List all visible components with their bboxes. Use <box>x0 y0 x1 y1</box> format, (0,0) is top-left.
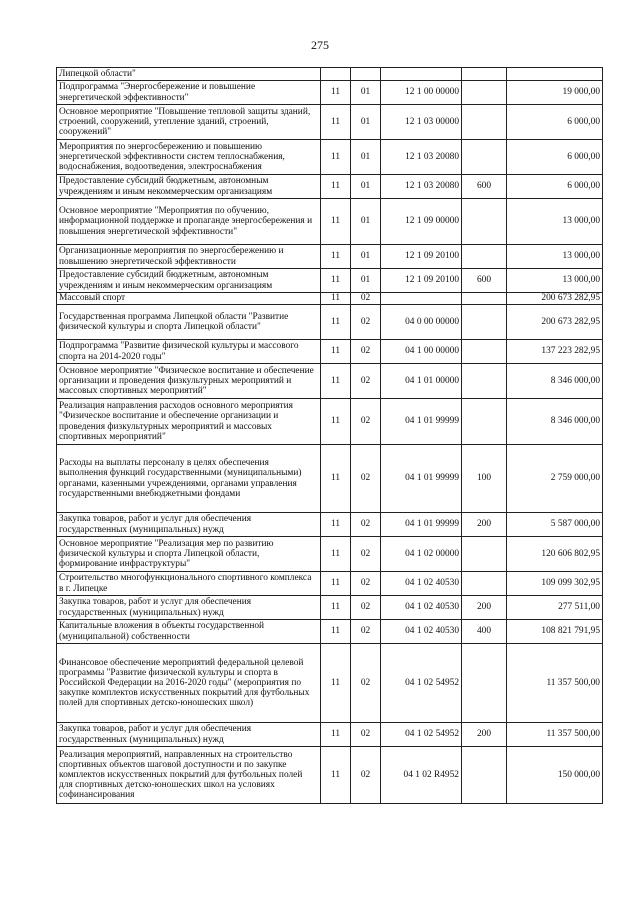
cell-section: 11 <box>321 445 351 513</box>
table-row <box>57 68 603 81</box>
cell-section: 11 <box>321 245 351 269</box>
cell-subsection: 01 <box>351 81 381 105</box>
cell-subsection: 02 <box>351 399 381 445</box>
table-row <box>57 644 603 723</box>
cell-amount: 13 000,00 <box>507 199 603 245</box>
cell-section: 11 <box>321 620 351 644</box>
cell-type <box>462 572 507 596</box>
table-row <box>57 399 603 445</box>
cell-type <box>462 644 507 723</box>
cell-subsection: 02 <box>351 364 381 399</box>
cell-amount: 19 000,00 <box>507 81 603 105</box>
table-row <box>57 572 603 596</box>
cell-section: 11 <box>321 723 351 747</box>
table-row <box>57 723 603 747</box>
cell-target: 04 1 01 00000 <box>381 364 462 399</box>
table-row <box>57 245 603 269</box>
cell-name: Подпрограмма "Энергосбережение и повышение энергетической эффективности" <box>57 81 321 105</box>
cell-section: 11 <box>321 644 351 723</box>
cell-type <box>462 340 507 364</box>
cell-type <box>462 105 507 140</box>
cell-target <box>381 293 462 305</box>
table-row <box>57 364 603 399</box>
cell-section: 11 <box>321 596 351 620</box>
cell-subsection: 01 <box>351 269 381 293</box>
cell-amount: 109 099 302,95 <box>507 572 603 596</box>
cell-type <box>462 199 507 245</box>
cell-type: 600 <box>462 269 507 293</box>
cell-type: 200 <box>462 596 507 620</box>
table-row <box>57 537 603 572</box>
cell-target: 12 1 00 00000 <box>381 81 462 105</box>
table-row <box>57 199 603 245</box>
cell-subsection: 02 <box>351 620 381 644</box>
cell-amount: 5 587 000,00 <box>507 513 603 537</box>
cell-subsection: 02 <box>351 537 381 572</box>
cell-subsection <box>351 68 381 81</box>
cell-subsection: 02 <box>351 644 381 723</box>
cell-name: Организационные мероприятия по энергосбережению и повышению энергетической эффективности <box>57 245 321 269</box>
cell-target: 04 1 02 40530 <box>381 620 462 644</box>
cell-target: 04 1 00 00000 <box>381 340 462 364</box>
table-row <box>57 293 603 305</box>
cell-target: 04 1 02 R4952 <box>381 747 462 804</box>
cell-name: Массовый спорт <box>57 293 321 305</box>
cell-target: 04 1 01 99999 <box>381 399 462 445</box>
cell-type <box>462 537 507 572</box>
cell-type: 200 <box>462 723 507 747</box>
cell-section <box>321 68 351 81</box>
cell-target <box>381 68 462 81</box>
cell-subsection: 02 <box>351 513 381 537</box>
cell-subsection: 01 <box>351 245 381 269</box>
cell-subsection: 02 <box>351 293 381 305</box>
cell-section: 11 <box>321 293 351 305</box>
cell-name: Основное мероприятие "Физическое воспитание и обеспечение организации и проведения физкультурных мероприятий и массовых спортивных мероприятий" <box>57 364 321 399</box>
table-row <box>57 140 603 175</box>
cell-amount: 277 511,00 <box>507 596 603 620</box>
cell-type <box>462 747 507 804</box>
cell-section: 11 <box>321 81 351 105</box>
cell-name: Капитальные вложения в объекты государственной (муниципальной) собственности <box>57 620 321 644</box>
cell-section: 11 <box>321 269 351 293</box>
cell-name: Основное мероприятие "Повышение тепловой защиты зданий, строений, сооружений, утепление зданий, строений, сооружений" <box>57 105 321 140</box>
cell-amount: 120 606 802,95 <box>507 537 603 572</box>
cell-type <box>462 305 507 340</box>
cell-amount: 108 821 791,95 <box>507 620 603 644</box>
cell-name: Липецкой области" <box>57 68 321 81</box>
cell-target: 04 1 02 54952 <box>381 644 462 723</box>
cell-target: 04 1 01 99999 <box>381 445 462 513</box>
cell-section: 11 <box>321 747 351 804</box>
cell-type <box>462 81 507 105</box>
table-row <box>57 175 603 199</box>
page-number: 275 <box>311 38 329 52</box>
cell-name: Государственная программа Липецкой области "Развитие физической культуры и спорта Липецкой области" <box>57 305 321 340</box>
cell-type: 200 <box>462 513 507 537</box>
table-row <box>57 445 603 513</box>
cell-name: Основное мероприятие "Мероприятия по обучению, информационной поддержке и пропаганде энергосбережения и повышения энергетической эффективности" <box>57 199 321 245</box>
cell-type: 100 <box>462 445 507 513</box>
cell-name: Реализация мероприятий, направленных на строительство спортивных объектов шаговой доступности и по закупке комплектов искусственных покрытий для футбольных полей для спортивных детско-юношеских школ на условиях софинансирования <box>57 747 321 804</box>
cell-amount: 11 357 500,00 <box>507 723 603 747</box>
cell-amount <box>507 68 603 81</box>
cell-name: Предоставление субсидий бюджетным, автономным учреждениям и иным некоммерческим организациям <box>57 175 321 199</box>
cell-amount: 8 346 000,00 <box>507 399 603 445</box>
cell-amount: 200 673 282,95 <box>507 305 603 340</box>
table-row <box>57 620 603 644</box>
table-row <box>57 81 603 105</box>
cell-subsection: 02 <box>351 572 381 596</box>
table-row <box>57 340 603 364</box>
cell-section: 11 <box>321 305 351 340</box>
table-row <box>57 305 603 340</box>
cell-target: 12 1 09 20100 <box>381 269 462 293</box>
cell-amount: 13 000,00 <box>507 269 603 293</box>
cell-subsection: 01 <box>351 199 381 245</box>
cell-type <box>462 399 507 445</box>
cell-target: 04 1 02 40530 <box>381 596 462 620</box>
cell-subsection: 01 <box>351 140 381 175</box>
cell-amount: 13 000,00 <box>507 245 603 269</box>
cell-amount: 8 346 000,00 <box>507 364 603 399</box>
cell-name: Строительство многофункционального спортивного комплекса в г. Липецке <box>57 572 321 596</box>
cell-subsection: 01 <box>351 175 381 199</box>
cell-type: 600 <box>462 175 507 199</box>
cell-amount: 6 000,00 <box>507 175 603 199</box>
cell-subsection: 02 <box>351 305 381 340</box>
table-row <box>57 513 603 537</box>
cell-section: 11 <box>321 340 351 364</box>
budget-table <box>56 67 603 804</box>
cell-amount: 150 000,00 <box>507 747 603 804</box>
cell-amount: 11 357 500,00 <box>507 644 603 723</box>
cell-subsection: 02 <box>351 596 381 620</box>
cell-amount: 6 000,00 <box>507 140 603 175</box>
cell-target: 04 1 02 00000 <box>381 537 462 572</box>
cell-subsection: 01 <box>351 105 381 140</box>
cell-section: 11 <box>321 513 351 537</box>
cell-type <box>462 68 507 81</box>
table-row <box>57 105 603 140</box>
cell-amount: 137 223 282,95 <box>507 340 603 364</box>
cell-section: 11 <box>321 537 351 572</box>
cell-section: 11 <box>321 399 351 445</box>
cell-subsection: 02 <box>351 340 381 364</box>
table-row <box>57 269 603 293</box>
cell-amount: 200 673 282,95 <box>507 293 603 305</box>
cell-name: Закупка товаров, работ и услуг для обеспечения государственных (муниципальных) нужд <box>57 723 321 747</box>
cell-target: 12 1 03 20080 <box>381 175 462 199</box>
table-row <box>57 596 603 620</box>
cell-name: Реализация направления расходов основного мероприятия "Физическое воспитание и обеспечение организации и проведения физкультурных мероприятий и массовых спортивных мероприятий" <box>57 399 321 445</box>
cell-subsection: 02 <box>351 747 381 804</box>
cell-name: Закупка товаров, работ и услуг для обеспечения государственных (муниципальных) нужд <box>57 596 321 620</box>
cell-name: Финансовое обеспечение мероприятий федеральной целевой программы "Развитие физической культуры и спорта в Российской Федерации на 2016-2020 годы" (мероприятия по закупке комплектов искусственных покрытий для футбольных полей для спортивных детско-юношеских школ) <box>57 644 321 723</box>
cell-name: Подпрограмма "Развитие физической культуры и массового спорта на 2014-2020 годы" <box>57 340 321 364</box>
cell-name: Предоставление субсидий бюджетным, автономным учреждениям и иным некоммерческим организациям <box>57 269 321 293</box>
cell-target: 04 1 01 99999 <box>381 513 462 537</box>
cell-name: Мероприятия по энергосбережению и повышению энергетической эффективности систем теплоснабжения, водоснабжения, водоотведения, электроснабжения <box>57 140 321 175</box>
cell-type <box>462 245 507 269</box>
cell-type: 400 <box>462 620 507 644</box>
budget-table-body <box>57 68 603 804</box>
cell-section: 11 <box>321 175 351 199</box>
cell-target: 04 1 02 54952 <box>381 723 462 747</box>
cell-type <box>462 293 507 305</box>
cell-subsection: 02 <box>351 445 381 513</box>
cell-type <box>462 140 507 175</box>
cell-section: 11 <box>321 199 351 245</box>
cell-type <box>462 364 507 399</box>
cell-target: 12 1 03 00000 <box>381 105 462 140</box>
cell-section: 11 <box>321 572 351 596</box>
cell-section: 11 <box>321 364 351 399</box>
cell-name: Закупка товаров, работ и услуг для обеспечения государственных (муниципальных) нужд <box>57 513 321 537</box>
cell-name: Расходы на выплаты персоналу в целях обеспечения выполнения функций государственными (муниципальными) органами, казенными учреждениями, органами управления государственными внебюджетными фондами <box>57 445 321 513</box>
cell-section: 11 <box>321 140 351 175</box>
cell-name: Основное мероприятие "Реализация мер по развитию физической культуры и спорта Липецкой области, формирование инфраструктуры" <box>57 537 321 572</box>
cell-section: 11 <box>321 105 351 140</box>
cell-target: 04 1 02 40530 <box>381 572 462 596</box>
cell-amount: 6 000,00 <box>507 105 603 140</box>
cell-target: 12 1 09 20100 <box>381 245 462 269</box>
cell-target: 04 0 00 00000 <box>381 305 462 340</box>
cell-target: 12 1 09 00000 <box>381 199 462 245</box>
table-row <box>57 747 603 804</box>
cell-amount: 2 759 000,00 <box>507 445 603 513</box>
cell-subsection: 02 <box>351 723 381 747</box>
cell-target: 12 1 03 20080 <box>381 140 462 175</box>
